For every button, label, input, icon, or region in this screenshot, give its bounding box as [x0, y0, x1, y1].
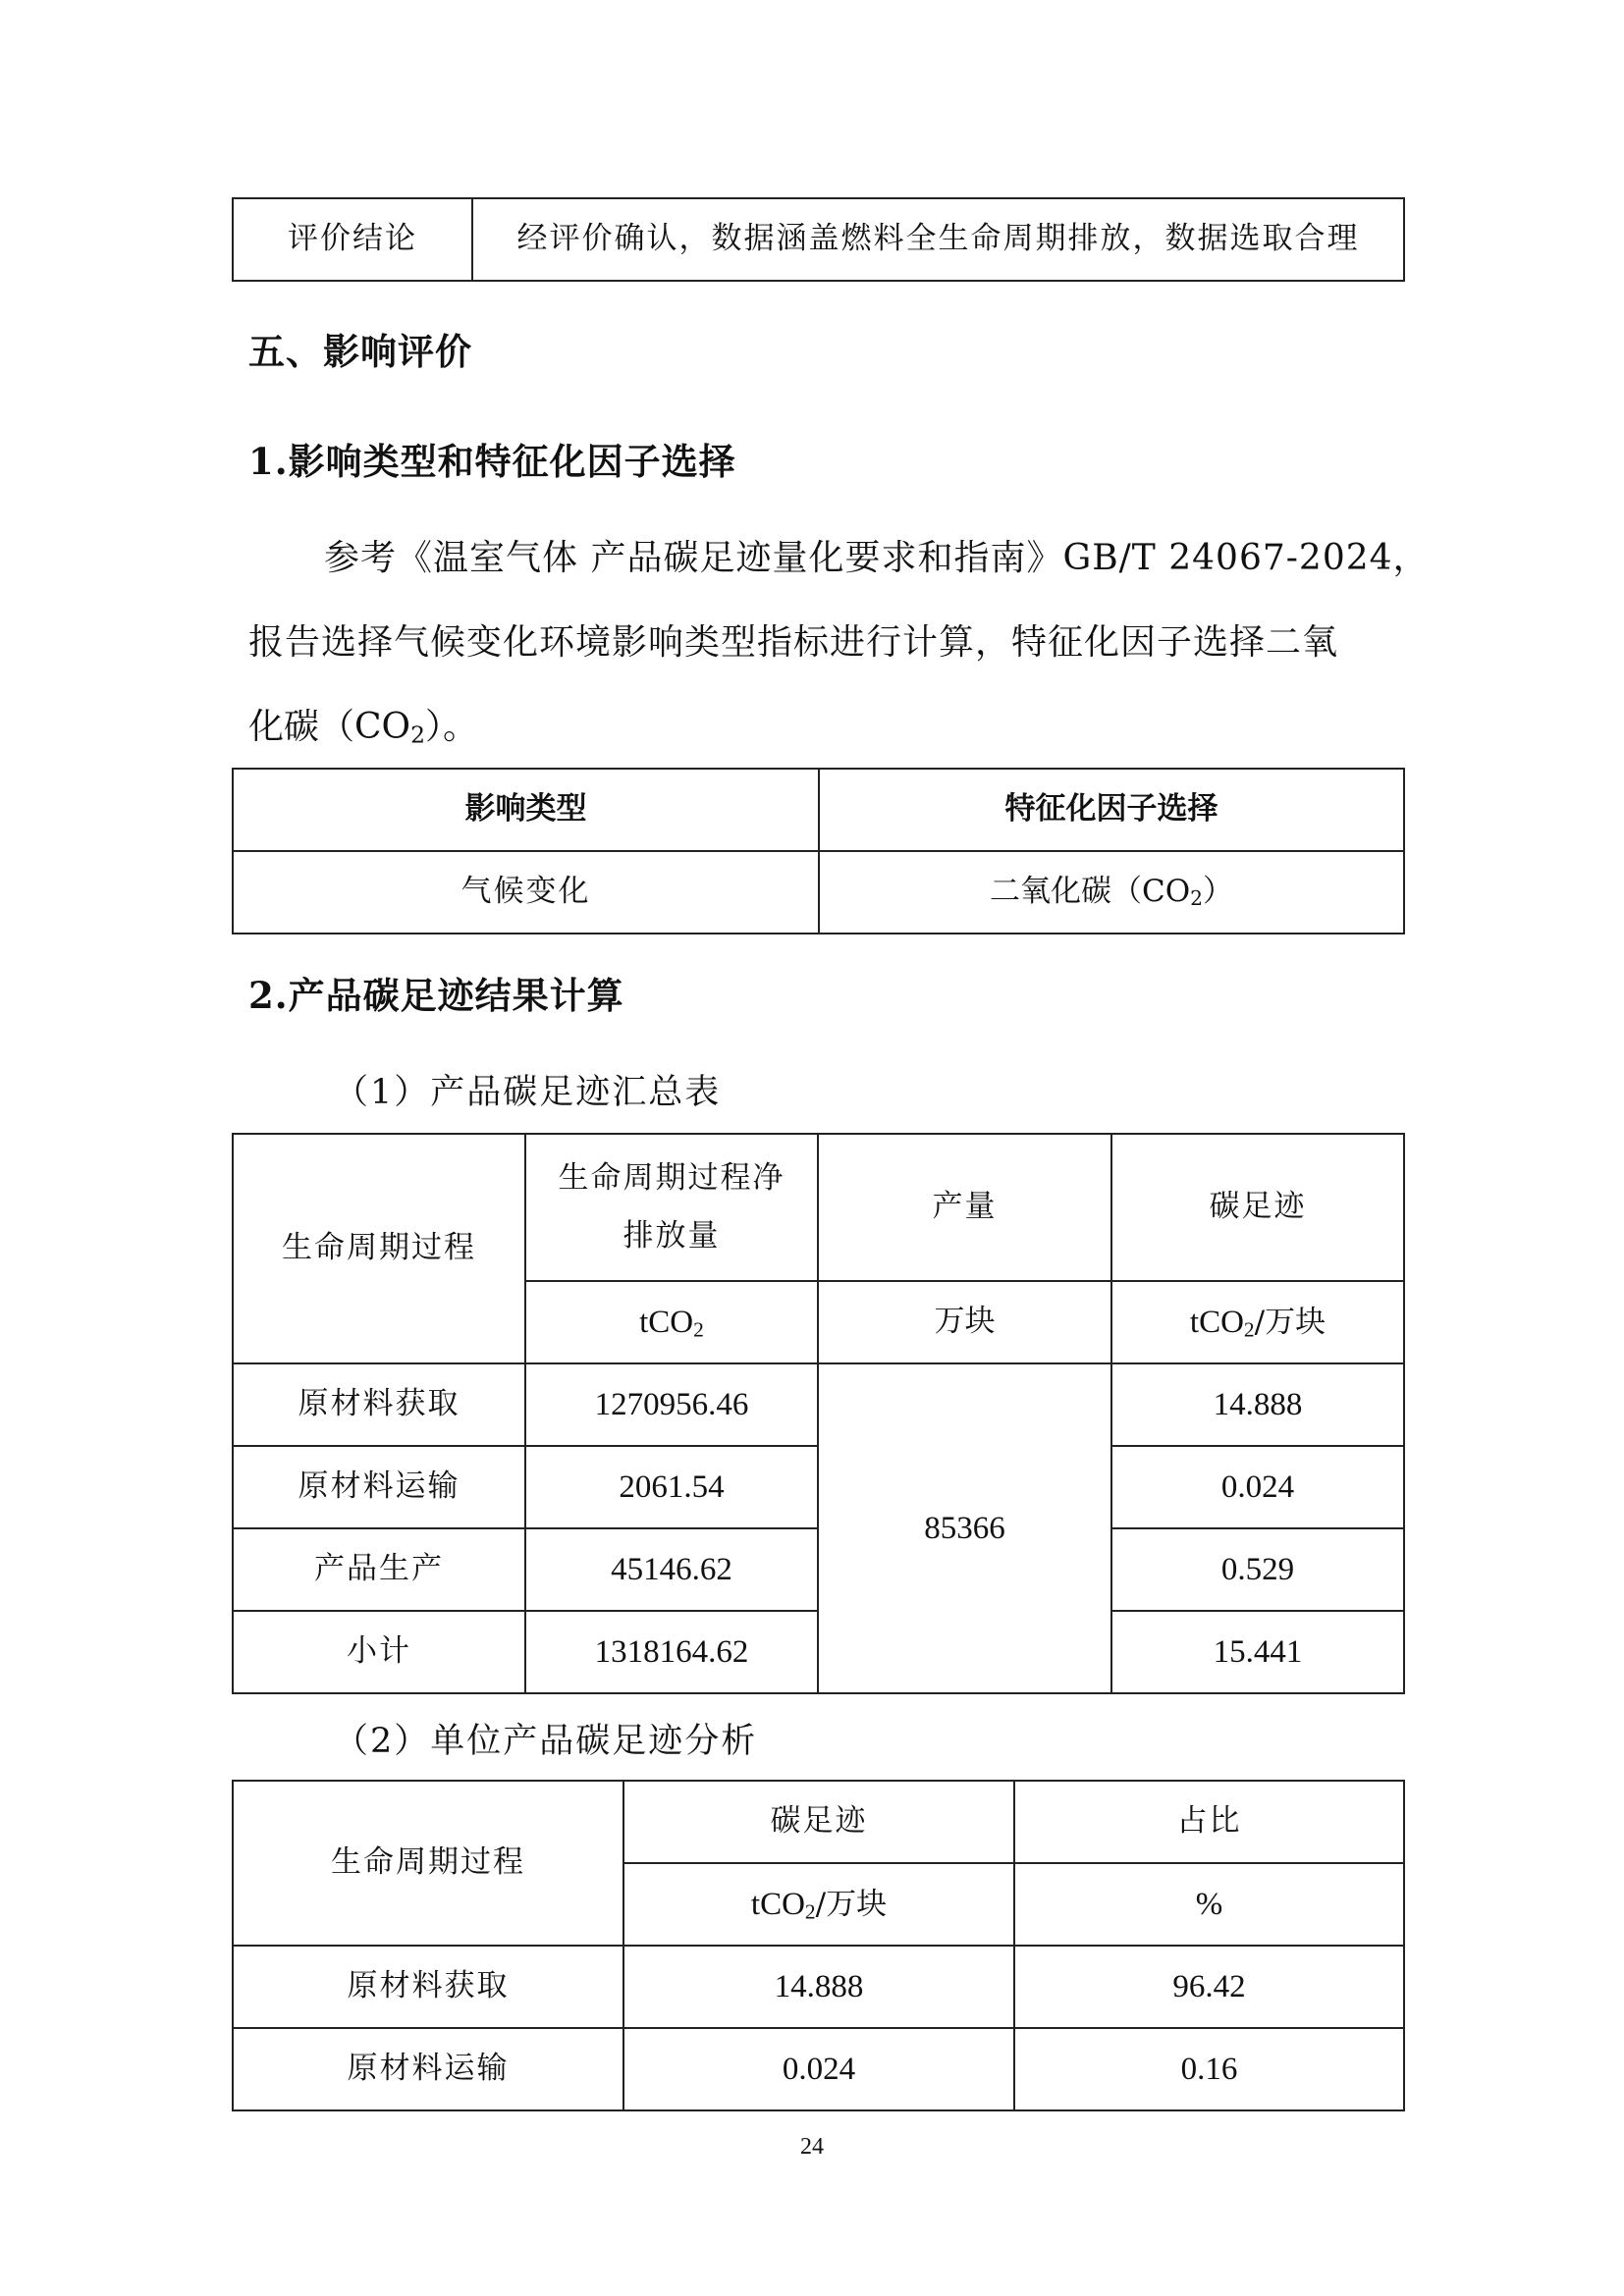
summary-process: 产品生产 — [233, 1528, 525, 1611]
summary-emission: 1270956.46 — [525, 1363, 818, 1446]
unit-unit-share: % — [1014, 1863, 1404, 1946]
summary-footprint: 15.441 — [1111, 1611, 1404, 1693]
paragraph-line-2: 报告选择气候变化环境影响类型指标进行计算，特征化因子选择二氧 — [248, 622, 1339, 663]
char-factor-post: ） — [1202, 874, 1233, 910]
co2-subscript: 2 — [410, 721, 425, 749]
unit-unit-footprint-sub: 2 — [804, 1899, 816, 1924]
unit-share: 0.16 — [1014, 2028, 1404, 2110]
paragraph-line-3-post: ）。 — [424, 707, 478, 747]
summary-unit-emission-sub: 2 — [693, 1317, 704, 1342]
summary-output-value: 85366 — [818, 1363, 1111, 1693]
caption-unit-table: （2）单位产品碳足迹分析 — [334, 1722, 758, 1761]
char-factor-value — [819, 851, 1404, 934]
summary-footprint: 0.024 — [1111, 1446, 1404, 1528]
char-factor-pre: 二氧化碳（CO — [990, 874, 1191, 910]
summary-emission: 1318164.62 — [525, 1611, 818, 1693]
summary-unit-emission-pre: tCO — [639, 1304, 694, 1340]
summary-footprint: 0.529 — [1111, 1528, 1404, 1611]
summary-col-process: 生命周期过程 — [233, 1134, 525, 1363]
caption-summary-table: （1）产品碳足迹汇总表 — [334, 1073, 722, 1112]
table-row — [233, 1363, 1404, 1446]
unit-footprint: 14.888 — [623, 1946, 1014, 2028]
summary-unit-footprint — [1111, 1281, 1404, 1363]
summary-process: 原材料获取 — [233, 1363, 525, 1446]
paragraph-line-3-pre: 化碳（CO — [248, 707, 411, 747]
summary-process: 小计 — [233, 1611, 525, 1693]
summary-unit-footprint-post: /万块 — [1254, 1304, 1326, 1340]
unit-process: 原材料获取 — [233, 1946, 623, 2028]
char-factor-header: 特征化因子选择 — [819, 769, 1404, 851]
char-factor-sub: 2 — [1190, 886, 1203, 911]
unit-unit-footprint-post: /万块 — [815, 1886, 888, 1922]
conclusion-value: 经评价确认，数据涵盖燃料全生命周期排放，数据选取合理 — [472, 198, 1404, 281]
page-number: 24 — [800, 2134, 824, 2160]
unit-unit-footprint-pre: tCO — [750, 1886, 805, 1922]
paragraph-line-1: 参考《温室气体 产品碳足迹量化要求和指南》GB/T 24067-2024， — [324, 538, 1430, 578]
summary-unit-output: 万块 — [818, 1281, 1111, 1363]
subsection-1-title: 1.影响类型和特征化因子选择 — [248, 440, 736, 483]
subsection-2-title: 2.产品碳足迹结果计算 — [248, 974, 624, 1017]
table-row — [233, 2028, 1404, 2110]
unit-carbon-footprint-table — [232, 1780, 1405, 2111]
summary-emission: 45146.62 — [525, 1528, 818, 1611]
impact-type-table — [232, 768, 1405, 934]
unit-share: 96.42 — [1014, 1946, 1404, 2028]
summary-unit-emission — [525, 1281, 818, 1363]
impact-type-header: 影响类型 — [233, 769, 819, 851]
summary-process: 原材料运输 — [233, 1446, 525, 1528]
unit-col-footprint: 碳足迹 — [623, 1781, 1014, 1863]
paragraph-line-3 — [248, 699, 1397, 749]
section-5-title: 五、影响评价 — [248, 330, 472, 373]
summary-unit-footprint-pre: tCO — [1189, 1304, 1244, 1340]
summary-col-footprint: 碳足迹 — [1111, 1134, 1404, 1281]
unit-process: 原材料运输 — [233, 2028, 623, 2110]
summary-col-emission: 生命周期过程净排放量 — [525, 1134, 818, 1281]
summary-unit-footprint-sub: 2 — [1243, 1317, 1255, 1342]
table-row — [233, 1946, 1404, 2028]
impact-type-value: 气候变化 — [233, 851, 819, 934]
summary-footprint: 14.888 — [1111, 1363, 1404, 1446]
unit-unit-footprint — [623, 1863, 1014, 1946]
summary-emission: 2061.54 — [525, 1446, 818, 1528]
summary-col-output: 产量 — [818, 1134, 1111, 1281]
evaluation-conclusion-table — [232, 197, 1405, 282]
conclusion-label: 评价结论 — [233, 198, 472, 281]
unit-col-share: 占比 — [1014, 1781, 1404, 1863]
carbon-footprint-summary-table — [232, 1133, 1405, 1694]
unit-col-process: 生命周期过程 — [233, 1781, 623, 1946]
unit-footprint: 0.024 — [623, 2028, 1014, 2110]
